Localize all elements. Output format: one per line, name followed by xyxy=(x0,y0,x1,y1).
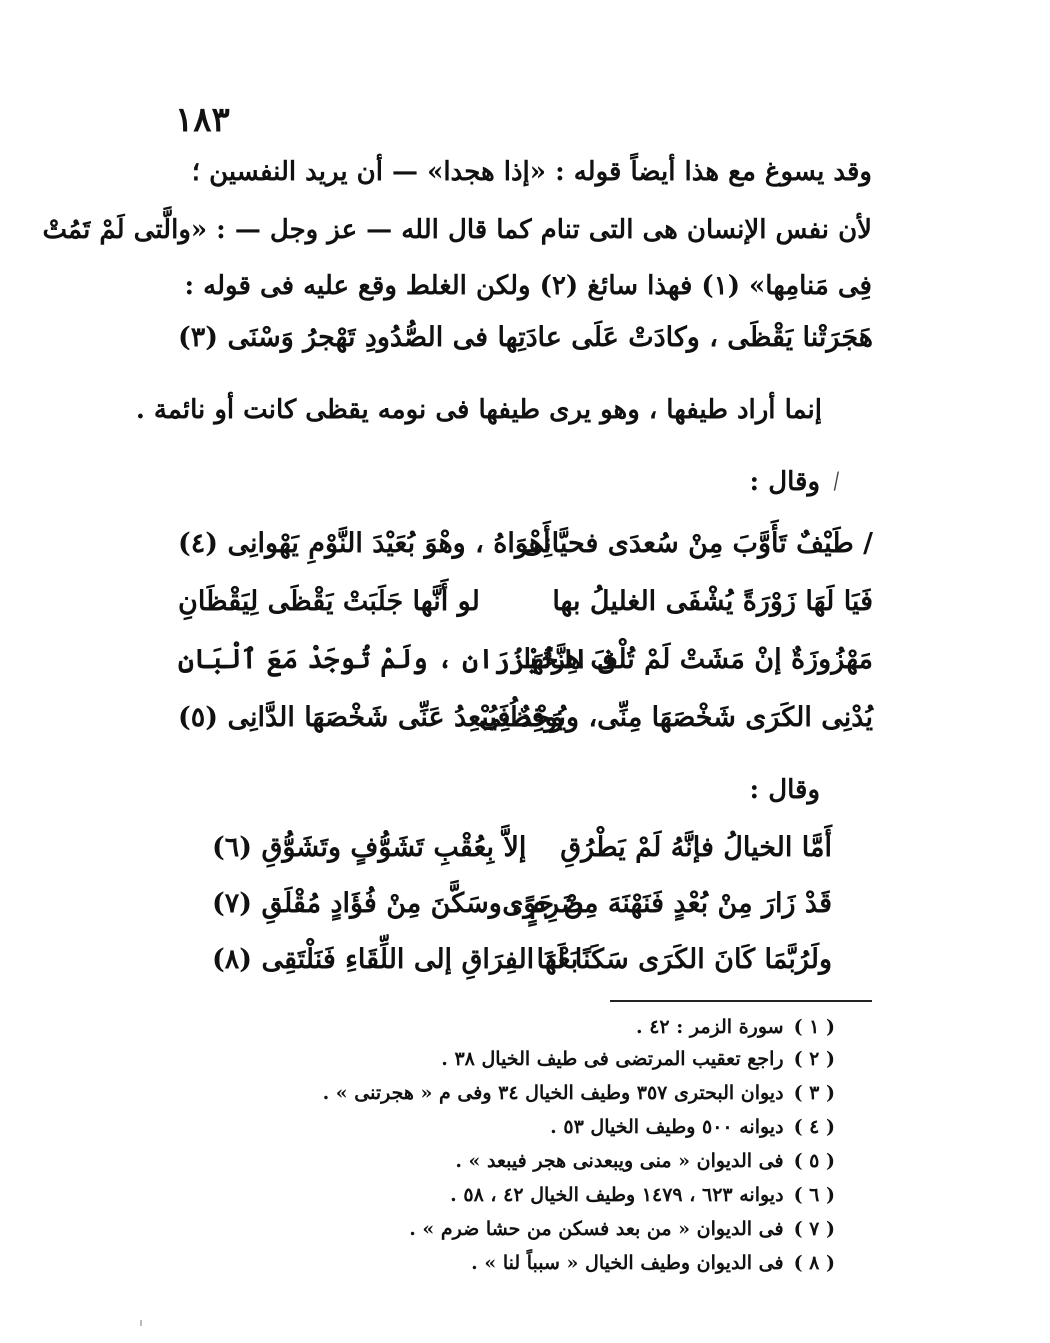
explanation-line: إنما أراد طيفها ، وهو يرى طيفها فى نومه يقظى كانت أو نائمة . xyxy=(135,395,822,425)
poem1-verse-4 xyxy=(178,696,873,740)
poem2-verse-3-second: بَعْدَ الفِرَاقِ إلى اللِّقَاءِ فَنَلْتَقِى (٨) xyxy=(212,944,579,975)
footnote-8-number: ( ٨ ) xyxy=(793,1252,835,1274)
poem2-verse-2-first: قَدْ زَارَ مِنْ بُعْدٍ فَنَهْنَهَ مِنْ جَوًى xyxy=(502,888,832,919)
poem1-verse-2-first: فَيَا لَهَا زَوْرَةً يُشْفَى الغليلُ بها xyxy=(552,586,873,617)
footnote-1-text: سورة الزمر : ٤٢ . xyxy=(635,1016,784,1038)
footnote-1-number: ( ١ ) xyxy=(793,1016,835,1038)
poem2-verse-1-first: أَمَّا الخيالُ فإنَّهُ لَمْ يَطْرُقِ xyxy=(560,832,832,863)
verse-single xyxy=(178,316,873,360)
footnote-5-text: فى الديوان « منى ويبعدنى هجر فيبعد » . xyxy=(455,1150,784,1172)
margin-mark: ⁄ xyxy=(830,470,843,495)
footnote-2-number: ( ٢ ) xyxy=(793,1048,835,1070)
poem1-verse-3-second: فى الخَيْزُرَانِ ، ولَمْ تُوجَدْ مَعَ ٱلْبَانِ xyxy=(178,644,615,675)
prose-line-1: وقد يسوغ مع هذا أيضاً قوله : «إذا هجدا» — أن يريد النفسين ؛ xyxy=(191,157,872,187)
poem1-verse-4-first: يُدْنِى الكَرَى شَخْصَهَا مِنِّى، ويُوقِظُنِى xyxy=(478,702,873,733)
poem2-verse-3 xyxy=(212,938,832,982)
poem2-verse-3-first: ولَرُبَّمَا كَانَ الكَرَى سَكَنًا لَهَا xyxy=(536,944,832,975)
footnote-7-number: ( ٧ ) xyxy=(793,1218,835,1240)
footnote-7-text: فى الديوان « من بعد فسكن من حشا ضرم » . xyxy=(409,1218,784,1240)
said-label-2: وقال : xyxy=(749,775,820,805)
poem2-verse-1 xyxy=(212,826,832,870)
footnote-divider xyxy=(610,1000,872,1002)
footnote-7 xyxy=(409,1214,835,1244)
poem1-verse-2-second: لو أَنَّها جَلَبَتْ يَقْظَى لِيَقْظَانِ xyxy=(178,586,480,617)
said-label-1: وقال : xyxy=(749,467,820,497)
footnote-4 xyxy=(550,1112,835,1142)
poem1-verse-1-second: أَهْوَاهُ ، وهْوَ بُعَيْدَ النَّوْمِ يَهْوانِى (٤) xyxy=(178,528,551,559)
footnote-8-text: فى الديوان وطيف الخيال « سبباً لنا » . xyxy=(471,1252,784,1274)
page-number: ١٨٣ xyxy=(175,100,230,140)
footnote-6 xyxy=(450,1180,835,1210)
verse-single-second: دَتِها فى الصُّدُودِ تَهْجرُ وَسْنَى (٣) xyxy=(178,322,538,353)
prose-line-2: لأن نفس الإنسان هى التى تنام كما قال الله — عز وجل — : «والَّتى لَمْ تَمُتْ xyxy=(42,215,872,245)
verse-single-first: هَجَرَتْنا يَقْظَى ، وكادَتْ عَلَى عا xyxy=(537,322,873,353)
footnote-4-number: ( ٤ ) xyxy=(793,1116,835,1138)
footnote-6-text: ديوانه ٦٢٣ ، ١٤٧٩ وطيف الخيال ٤٢ ، ٥٨ . xyxy=(450,1184,784,1206)
footnote-1 xyxy=(636,1012,835,1042)
footnote-5-number: ( ٥ ) xyxy=(793,1150,835,1172)
footnote-3 xyxy=(323,1078,835,1108)
poem1-verse-3 xyxy=(178,638,873,682)
poem2-verse-2 xyxy=(212,882,832,926)
footnote-5 xyxy=(455,1146,835,1176)
poem2-verse-1-second: إلاَّ بِعُقْبِ تَشَوُّفٍ وتَشَوُّقِ (٦) xyxy=(212,832,527,863)
footnote-4-text: ديوانه ٥٠٠ وطيف الخيال ٥٣ . xyxy=(550,1116,784,1138)
poem1-verse-3-first: مَهْزُوزَةٌ إنْ مَشَتْ لَمْ تُلْفَ هِزَّتُهَا xyxy=(523,644,873,675)
footnote-2-text: راجع تعقيب المرتضى فى طيف الخيال ٣٨ . xyxy=(441,1048,784,1070)
poem2-verse-2-second: ضَرِمٍ ، وسَكَّنَ مِنْ فُؤَادٍ مُقْلَقِ (٧) xyxy=(212,888,584,919)
prose-line-3: فِى مَنامِها» (١) فهذا سائغ (٢) ولكن الغلط وقع عليه فى قوله : xyxy=(184,271,872,301)
footnote-3-text: ديوان البحترى ٣٥٧ وطيف الخيال ٣٤ وفى م « هجرتنى » . xyxy=(322,1082,784,1104)
footnote-2 xyxy=(441,1044,835,1074)
poem1-verse-2 xyxy=(178,580,873,624)
poem1-verse-4-second: وَجْدٌ فَيُبْعِدُ عَنِّى شَخْصَهَا الدَّانِى (٥) xyxy=(178,702,564,733)
footnote-6-number: ( ٦ ) xyxy=(793,1184,835,1206)
poem1-verse-1 xyxy=(178,522,873,566)
footnote-8 xyxy=(471,1248,835,1278)
footnote-3-number: ( ٣ ) xyxy=(793,1082,835,1104)
scan-speck xyxy=(140,1320,142,1326)
poem1-verse-1-first: / طَيْفٌ تَأَوَّبَ مِنْ سُعدَى فحيَّانِى xyxy=(521,528,873,559)
